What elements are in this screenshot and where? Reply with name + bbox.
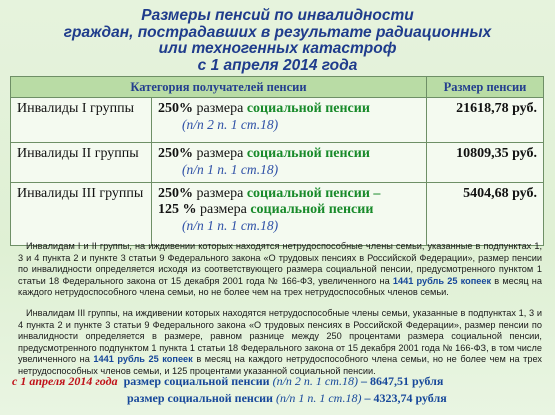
social-pension-text: социальной пенсии <box>246 146 370 161</box>
title-line-2: граждан, пострадавших в результате радиационных <box>63 23 492 41</box>
desc-text-2: размера <box>200 202 247 217</box>
summary-date: с 1 апреля 2014 года <box>12 374 118 388</box>
desc-text: размера <box>196 101 244 116</box>
category-cell: Инвалиды III группы <box>11 183 152 246</box>
social-pension-text: социальной пенсии <box>246 101 370 116</box>
percent: 250% <box>158 186 193 201</box>
desc-text: размера <box>196 186 244 201</box>
table-row <box>11 98 544 143</box>
increase-amount: 1441 рубль 25 копеек <box>93 354 193 365</box>
summary-line-2 <box>12 390 542 407</box>
percent-2: 125 % <box>158 202 197 217</box>
note-group-3 <box>18 308 542 378</box>
table-row <box>11 183 544 246</box>
summary-value: – 4323,74 рубля <box>364 391 447 405</box>
summary-reference: (п/п 2 п. 1 ст.18) <box>272 374 359 388</box>
summary-label: размер социальной пенсии <box>127 391 273 405</box>
note-text: Инвалидам I и II группы, на иждивении которых находятся нетрудоспособные члены семьи, указанные в подпунктах 1, 3 и 4 пункта 2 и пункте 3 статьи 9 Федерального закона «О трудовых пенсиях в Российской Федерации», размер пенсии по инвалидности определяется исходя из соответствующего размера социальной пенсии, предусмотренного пунктом 1 статьи 18 Федерального закона от 15 декабря 2001 года № 166-ФЗ, увеличенного на <box>18 241 542 286</box>
pension-table <box>10 76 544 246</box>
note-text: Инвалидам III группы, на иждивении которых находятся нетрудоспособные члены семьи, указанные в подпунктах 1, 3 и 4 пункта 2 и пункте 3 статьи 9 Федерального закона «О трудовых пенсиях в Российской Федерации», размер пенсии по инвалидности определяется в размере, равном разнице между 250 процентами размера социальной пенсии, предусмотренного подпунктом 1 пункта 1 статьи 18 Федерального закона от 15 декабря 2001 года № 166-ФЗ, в том числе увеличенного на <box>18 308 542 365</box>
table-header-row <box>11 77 544 98</box>
description-cell <box>152 183 427 246</box>
description-cell <box>152 98 427 143</box>
amount-cell: 5404,68 руб. <box>427 183 544 246</box>
law-reference: (п/п 2 п. 1 ст.18) <box>182 117 279 132</box>
note-text-end: в месяц на каждого нетрудоспособного члена семьи, но не более чем на трех нетрудоспособных членов семьи, и 125 процентами указанной социальной пенсии. <box>18 354 542 376</box>
desc-text: размера <box>196 146 244 161</box>
summary-value: – 8647,51 рубля <box>361 374 444 388</box>
header-amount: Размер пенсии <box>427 77 544 98</box>
amount-cell: 10809,35 руб. <box>427 143 544 183</box>
description-cell <box>152 143 427 183</box>
category-cell: Инвалиды I группы <box>11 98 152 143</box>
social-pension-summary <box>12 373 542 407</box>
category-cell: Инвалиды II группы <box>11 143 152 183</box>
note-groups-1-2 <box>18 241 542 299</box>
percent: 250% <box>158 101 193 116</box>
social-pension-text-2: социальной пенсии <box>250 202 374 217</box>
header-category: Категория получателей пенсии <box>11 77 427 98</box>
table-row <box>11 143 544 183</box>
law-reference: (п/п 1 п. 1 ст.18) <box>182 162 279 177</box>
note-text-end: в месяц на каждого нетрудоспособного члена семьи, но не более чем на трех нетрудоспособных членов семьи. <box>18 275 542 298</box>
summary-line-1 <box>12 373 542 390</box>
social-pension-text: социальной пенсии – <box>246 186 381 201</box>
summary-reference: (п/п 1 п. 1 ст.18) <box>275 391 362 405</box>
law-reference: (п/п 1 п. 1 ст.18) <box>182 218 279 233</box>
title-line-1: Размеры пенсий по инвалидности <box>141 7 414 24</box>
amount-cell: 21618,78 руб. <box>427 98 544 143</box>
page-title <box>0 8 555 74</box>
title-line-4: с 1 апреля 2014 года <box>197 56 358 74</box>
title-line-3: или техногенных катастроф <box>158 40 397 57</box>
summary-label: размер социальной пенсии <box>123 374 270 388</box>
percent: 250% <box>158 146 193 161</box>
increase-amount: 1441 рубль 25 копеек <box>392 275 492 286</box>
